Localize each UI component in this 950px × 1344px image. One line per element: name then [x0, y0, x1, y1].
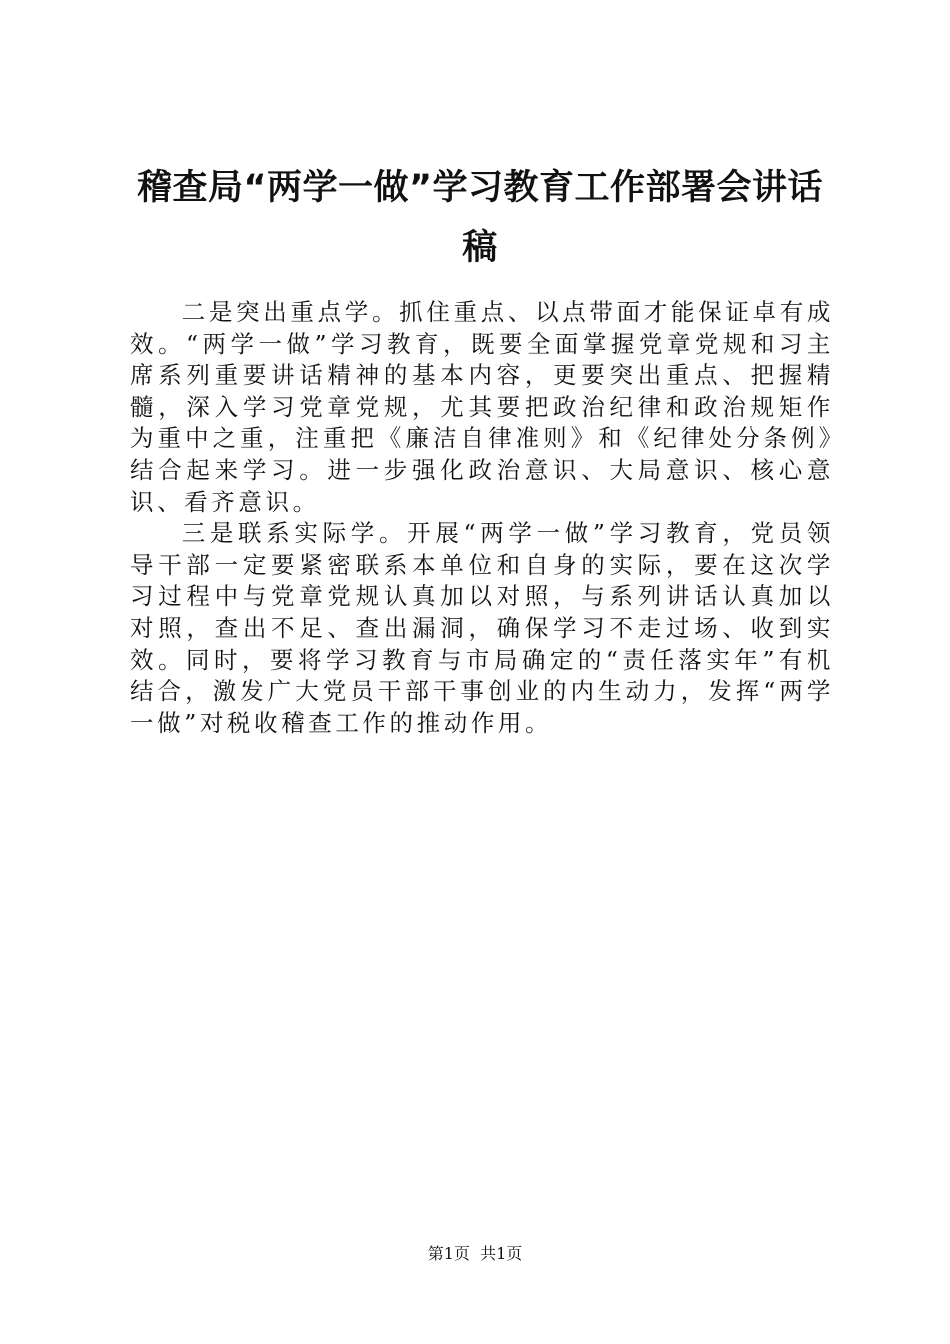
document-body: [130, 297, 834, 739]
paragraph-key-points: 二是突出重点学。抓住重点、以点带面才能保证卓有成效。“两学一做”学习教育，既要全面掌握党章党规和习主席系列重要讲话精神的基本内容，更要突出重点、把握精髓，深入学习党章党规，尤其要把政治纪律和政治规矩作为重中之重，注重把《廉洁自律准则》和《纪律处分条例》结合起来学习。进一步强化政治意识、大局意识、核心意识、看齐意识。: [130, 298, 834, 516]
paragraph-practical-study: 三是联系实际学。开展“两学一做”学习教育，党员领导干部一定要紧密联系本单位和自身的实际，要在这次学习过程中与党章党规认真加以对照，与系列讲话认真加以对照，查出不足、查出漏洞，确保学习不走过场、收到实效。同时，要将学习教育与市局确定的“责任落实年”有机结合，激发广大党员干部干事创业的内生动力，发挥“两学一做”对税收稽查工作的推动作用。: [130, 519, 834, 737]
document-title: 稽查局“两学一做”学习教育工作部署会讲话稿: [136, 168, 823, 268]
page-footer: 第1页 共1页: [427, 1244, 523, 1263]
